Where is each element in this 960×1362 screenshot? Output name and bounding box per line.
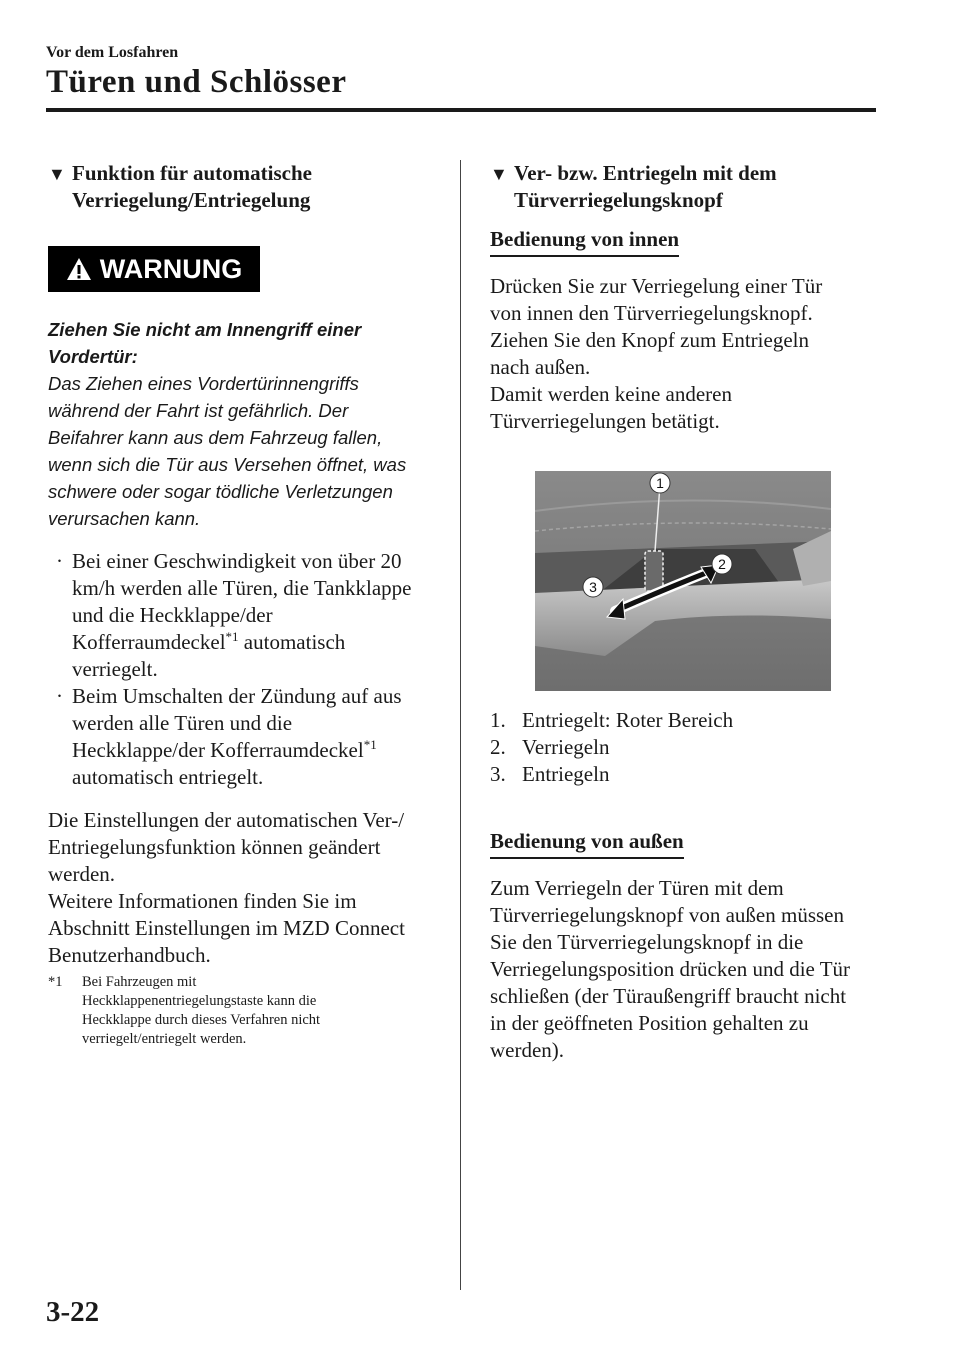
footnote-line: Heckklappenentriegelungstaste kann die: [82, 993, 317, 1009]
legend-text: Entriegeln: [522, 762, 610, 786]
bullet-line: [72, 629, 438, 656]
footnote-line: Heckklappe durch dieses Verfahren nicht: [82, 1012, 321, 1028]
bullet-line: automatisch entriegelt.: [72, 765, 264, 789]
warning-title-line: Ziehen Sie nicht am Innengriff einer: [48, 319, 362, 340]
heading-line: Türverriegelungsknopf: [514, 188, 723, 212]
warning-text: [48, 316, 438, 532]
heading-line: Verriegelung/Entriegelung: [72, 188, 311, 212]
bullet-dot: ·: [56, 549, 63, 573]
para-line: Ziehen Sie den Knopf zum Entriegeln: [490, 328, 809, 352]
list-item: [48, 683, 438, 791]
triangle-down-icon: ▼: [48, 164, 66, 184]
header-rule: [46, 108, 876, 112]
bullet-line: Beim Umschalten der Zündung auf aus: [72, 684, 402, 708]
page-number: 3-22: [46, 1296, 100, 1328]
page-title: Türen und Schlösser: [46, 64, 347, 100]
legend-number: 1.: [490, 708, 506, 732]
callout-1: 1: [656, 475, 664, 491]
bullet-line: km/h werden alle Türen, die Tankklappe: [72, 576, 412, 600]
bullet-line: [72, 737, 438, 764]
para-line: Zum Verriegeln der Türen mit dem: [490, 876, 784, 900]
para-line: Verriegelungsposition drücken und die Tür: [490, 957, 851, 981]
para-line: von innen den Türverriegelungsknopf.: [490, 301, 813, 325]
footnote-ref: *1: [363, 737, 377, 752]
warning-badge: [48, 246, 260, 292]
para-line: Benutzerhandbuch.: [48, 943, 211, 967]
para-line: schließen (der Türaußengriff braucht nicht: [490, 984, 847, 1008]
door-lock-illustration: [535, 471, 831, 691]
warning-body-line: schwere oder sogar tödliche Verletzungen: [48, 481, 393, 502]
para-line: Entriegelungsfunktion können geändert: [48, 835, 381, 859]
paragraph-outside: [490, 875, 890, 1064]
para-line: Türverriegelungen betätigt.: [490, 409, 720, 433]
section-heading-lock-knob: [490, 160, 890, 214]
warning-label: WARNUNG: [99, 253, 243, 284]
callout-2: 2: [718, 556, 726, 572]
bullet-text: Heckklappe/der Kofferraumdeckel: [72, 738, 364, 762]
column-divider: [460, 160, 461, 1290]
para-line: Die Einstellungen der automatischen Ver-/: [48, 808, 405, 832]
door-lock-knob-figure: [535, 471, 831, 691]
bullet-line: und die Heckklappe/der: [72, 603, 273, 627]
bullet-list: [48, 548, 438, 791]
legend-text: Verriegeln: [522, 735, 610, 759]
bullet-line: Bei einer Geschwindigkeit von über 20: [72, 549, 402, 573]
footnote: [48, 973, 438, 1049]
legend-number: 3.: [490, 762, 506, 786]
warning-body-line: Beifahrer kann aus dem Fahrzeug fallen,: [48, 427, 383, 448]
para-line: Sie den Türverriegelungsknopf in die: [490, 930, 804, 954]
para-line: in der geöffneten Position gehalten zu: [490, 1011, 809, 1035]
list-item: [490, 761, 890, 788]
para-line: nach außen.: [490, 355, 591, 379]
bullet-line: verriegelt.: [72, 657, 158, 681]
list-item: [48, 548, 438, 683]
triangle-down-icon: ▼: [490, 164, 508, 184]
heading-line: Ver- bzw. Entriegeln mit dem: [514, 161, 777, 185]
footnote-ref: *1: [225, 629, 239, 644]
warning-body-line: Das Ziehen eines Vordertürinnengriffs: [48, 373, 359, 394]
para-line: Drücken Sie zur Verriegelung einer Tür: [490, 274, 823, 298]
bullet-text: Kofferraumdeckel: [72, 630, 226, 654]
footnote-line: Bei Fahrzeugen mit: [82, 974, 197, 990]
legend-text: Entriegelt: Roter Bereich: [522, 708, 734, 732]
bullet-text: automatisch: [238, 630, 346, 654]
heading-line: Funktion für automatische: [72, 161, 312, 185]
para-line: Weitere Informationen finden Sie im: [48, 889, 357, 913]
bullet-line: werden alle Türen und die: [72, 711, 293, 735]
para-line: werden).: [490, 1038, 565, 1062]
right-column: [490, 160, 890, 1064]
section-heading-auto-lock: [48, 160, 438, 214]
para-line: Türverriegelungsknopf von außen müssen: [490, 903, 844, 927]
list-item: [490, 734, 890, 761]
footnote-mark: *1: [48, 974, 63, 990]
subheading-outside: Bedienung von außen: [490, 828, 684, 859]
warning-title-line: Vordertür:: [48, 346, 138, 367]
header-kicker: Vor dem Losfahren: [46, 44, 179, 61]
warning-triangle-icon: [66, 257, 92, 281]
list-item: [490, 707, 890, 734]
para-line: werden.: [48, 862, 116, 886]
legend-number: 2.: [490, 735, 506, 759]
para-line: Damit werden keine anderen: [490, 382, 732, 406]
left-column: [48, 160, 438, 1049]
warning-body-line: verursachen kann.: [48, 508, 201, 529]
bullet-dot: ·: [56, 684, 63, 708]
subheading-inside: Bedienung von innen: [490, 226, 679, 257]
paragraph-settings: [48, 807, 438, 969]
footnote-line: verriegelt/entriegelt werden.: [82, 1031, 247, 1047]
para-line: Abschnitt Einstellungen im MZD Connect: [48, 916, 405, 940]
figure-legend: [490, 707, 890, 788]
warning-body-line: wenn sich die Tür aus Versehen öffnet, was: [48, 454, 407, 475]
paragraph-inside: [490, 273, 890, 435]
callout-3: 3: [589, 579, 597, 595]
warning-body-line: während der Fahrt ist gefährlich. Der: [48, 400, 349, 421]
